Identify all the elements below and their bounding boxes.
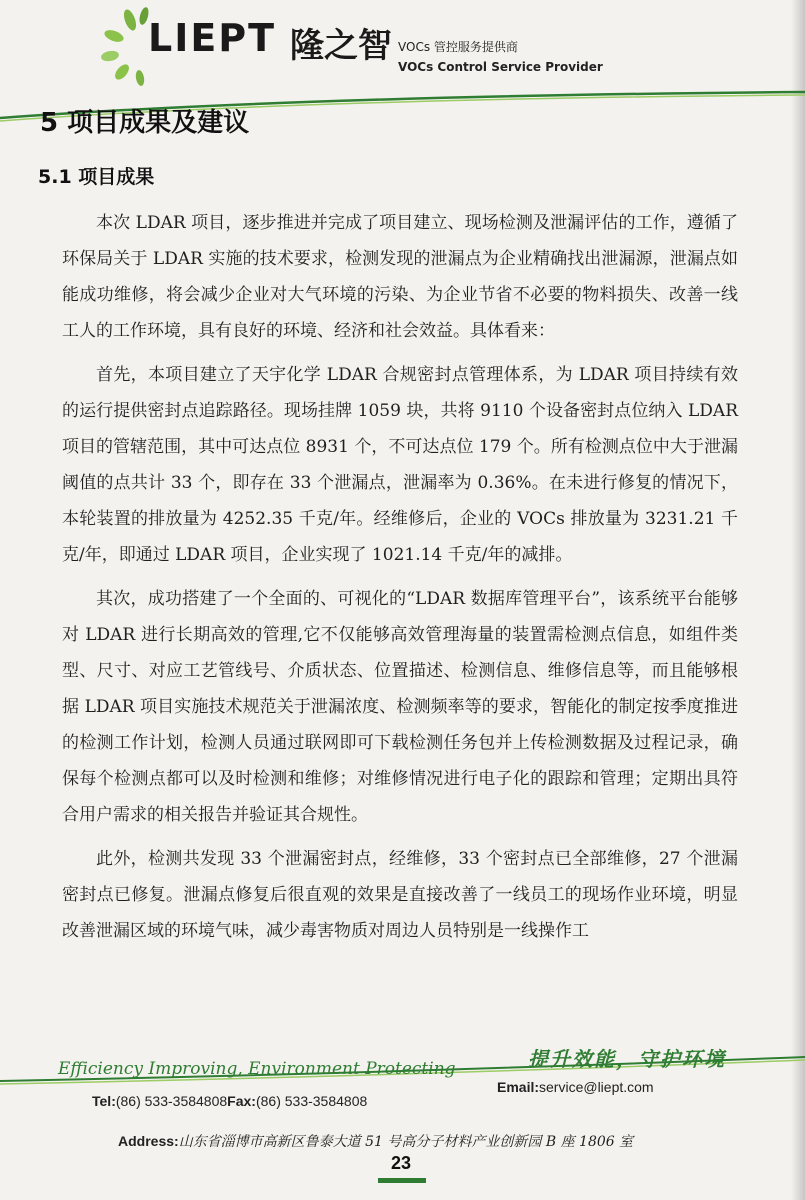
email-label: Email: [497,1079,540,1095]
paragraph-second: 其次，成功搭建了一个全面的、可视化的“LDAR 数据库管理平台”，该系统平台能够对 LDAR 进行长期高效的管理,它不仅能够高效管理海量的装置需检测点信息，如组件类型、尺寸、对应工艺管线号、介质状态、位置描述、检测信息、维修信息等，而且能够根据 LDAR 项目实施技术规范关于泄漏浓度、检测频率等的要求，智能化的制定按季度推进的检测工作计划，检测人员通过联网即可下载检测任务包并上传检测数据及过程记录，确保每个检测点都可以及时检测和维修；对维修情况进行电子化的跟踪和管理；定期出具符合用户需求的相关报告并验证其合规性。 [62,589,738,825]
contact-address [118,1131,633,1151]
paragraph-intro: 本次 LDAR 项目，逐步推进并完成了项目建立、现场检测及泄漏评估的工作，遵循了环保局关于 LDAR 实施的技术要求，检测发现的泄漏点为企业精确找出泄漏源，泄漏点如能成功维修，将会减少企业对大气环境的污染、为企业节省不必要的物料损失、改善一线工人的工作环境，具有良好的环境、经济和社会效益。具体看来： [62,213,738,341]
fax-value: (86) 533-3584808 [255,1093,368,1109]
page-header [0,0,805,110]
contact-phone [92,1093,367,1109]
tel-value: (86) 533-3584808 [115,1093,228,1109]
page-number-underline [378,1178,426,1183]
contact-email [497,1079,654,1095]
subsection-title: 5.1 项目成果 [38,166,155,188]
slogan-cn: 提升效能，守护环境 [528,1047,726,1071]
paragraph-third: 此外，检测共发现 33 个泄漏密封点，经维修，33 个密封点已全部维修，27 个泄漏密封点已修复。泄漏点修复后很直观的效果是直接改善了一线员工的现场作业环境，明显改善泄漏区域的环境气味，减少毒害物质对周边人员特别是一线操作工 [62,849,738,941]
address-label: Address: [118,1133,179,1149]
page-edge-shadow [791,0,805,1200]
brand-logo-text: LIEPT [148,16,277,60]
body-text [62,205,738,957]
fax-label: Fax: [227,1093,256,1109]
tagline-cn: VOCs 管控服务提供商 [398,40,518,54]
email-value: service@liept.com [539,1079,654,1095]
slogan-en: Efficiency Improving, Environment Protecting [58,1059,456,1079]
address-value: 山东省淄博市高新区鲁泰大道 51 号高分子材料产业创新园 B 座 1806 室 [178,1134,634,1150]
page-footer [0,1035,805,1200]
page-number: 23 [390,1153,412,1173]
tagline-en: VOCs Control Service Provider [398,60,603,74]
tel-label: Tel: [92,1093,116,1109]
paragraph-first: 首先，本项目建立了天宇化学 LDAR 合规密封点管理体系，为 LDAR 项目持续有效的运行提供密封点追踪路径。现场挂牌 1059 块，共将 9110 个设备密封点位纳入 LDAR 项目的管辖范围，其中可达点位 8931 个，不可达点位 179 个。所有检测点位中大于泄漏阈值的点共计 33 个，即存在 33 个泄漏点，泄漏率为 0.36%。在未进行修复的情况下，本轮装置的排放量为 4252.35 千克/年。经维修后，企业的 VOCs 排放量为 3231.21 千克/年，即通过 LDAR 项目，企业实现了 1021.14 千克/年的减排。 [62,365,738,565]
brand-name-cn: 隆之智 [290,26,392,66]
section-title: 5 项目成果及建议 [40,108,250,138]
